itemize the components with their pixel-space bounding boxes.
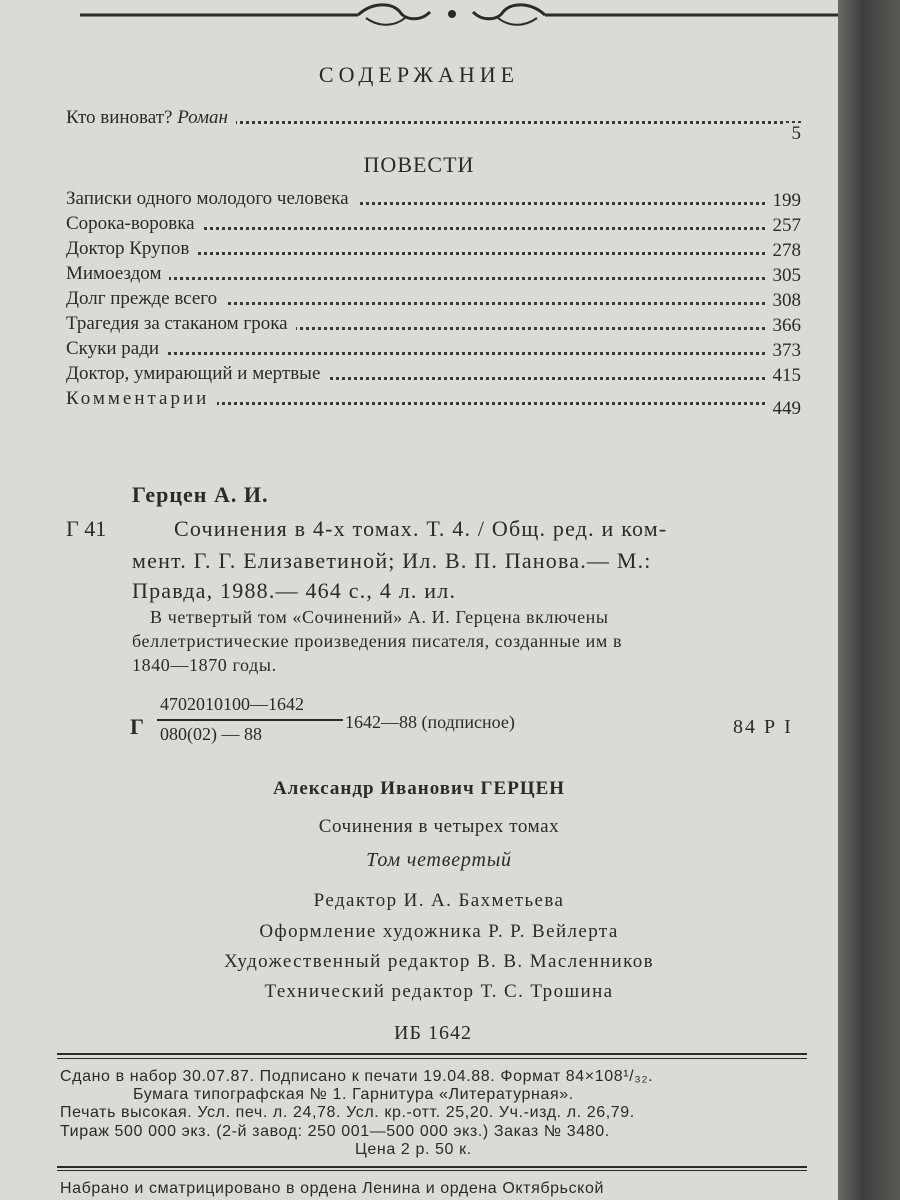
page-edge — [838, 0, 900, 1200]
toc-entry-page: 415 — [765, 365, 802, 387]
catalog-author: Герцен А. И. — [132, 482, 269, 507]
print-info-line: Набрано и сматрицировано в ордена Ленина и ордена Октябрьской — [60, 1180, 604, 1197]
toc-entry-title: Записки одного молодого человека — [66, 188, 357, 210]
imprint-work: Сочинения в четырех томах — [318, 816, 560, 837]
divider — [57, 1166, 807, 1168]
ornament-header-icon — [0, 0, 838, 40]
toc-entry-page: 257 — [765, 215, 802, 237]
toc-entry-title: Долг прежде всего — [66, 288, 225, 310]
toc-entry-page: 278 — [765, 240, 802, 262]
imprint-ib: ИБ 1642 — [394, 1022, 472, 1044]
toc-entry-page: 305 — [765, 265, 802, 287]
toc-entry-title: Доктор, умирающий и мертвые — [66, 363, 328, 385]
imprint-volume: Том четвертый — [366, 849, 512, 871]
imprint-tech-editor: Технический редактор Т. С. Трошина — [264, 981, 614, 1002]
divider — [57, 1058, 807, 1059]
toc-entry-title: Доктор Крупов — [66, 238, 197, 260]
toc-entry-title: Кто виноват? Роман — [66, 107, 236, 129]
toc-entry-title: Комментарии — [66, 388, 217, 410]
catalog-annotation-line: 1840—1870 годы. — [132, 655, 277, 675]
catalog-fraction-top: 4702010100—1642 — [160, 694, 304, 714]
print-info-line: Тираж 500 000 экз. (2-й завод: 250 001—500 000 экз.) Заказ № 3480. — [60, 1123, 610, 1140]
print-info-line: Сдано в набор 30.07.87. Подписано к печати 19.04.88. Формат 84×108¹/₃₂. — [60, 1068, 654, 1085]
divider — [57, 1053, 807, 1055]
imprint-editor: Редактор И. А. Бахметьева — [313, 890, 565, 911]
imprint-art-editor: Художественный редактор В. В. Масленников — [223, 951, 655, 972]
toc-entry-novel — [66, 107, 801, 144]
catalog-description-line: Сочинения в 4-х томах. Т. 4. / Общ. ред. и ком- — [174, 516, 668, 541]
dot-leader — [66, 352, 801, 355]
toc-entry-story — [66, 288, 801, 314]
fraction-bar — [157, 719, 343, 721]
toc-entry-story — [66, 263, 801, 289]
catalog-code: Г 41 — [66, 516, 107, 541]
toc-entry-page: 373 — [765, 340, 802, 362]
catalog-description-line: Правда, 1988.— 464 с., 4 л. ил. — [132, 578, 457, 603]
toc-entry-title: Трагедия за стаканом грока — [66, 313, 296, 335]
toc-entry-story — [66, 238, 801, 264]
toc-entry-page: 366 — [765, 315, 802, 337]
toc-entry-page: 308 — [765, 290, 802, 312]
print-info-line: Бумага типографская № 1. Гарнитура «Литературная». — [133, 1086, 574, 1103]
toc-entry-story — [66, 313, 801, 339]
print-info-line: Печать высокая. Усл. печ. л. 24,78. Усл. кр.-отт. 25,20. Уч.-изд. л. 26,79. — [60, 1104, 635, 1121]
catalog-fraction-suffix: 1642—88 (подписное) — [345, 712, 515, 732]
toc-entry-story — [66, 338, 801, 364]
toc-entry-story — [66, 363, 801, 389]
catalog-index-letter: Г — [130, 714, 144, 739]
catalog-fraction-bottom: 080(02) — 88 — [160, 724, 262, 744]
contents-title: СОДЕРЖАНИЕ — [318, 62, 520, 87]
print-info-line: Цена 2 р. 50 к. — [355, 1141, 472, 1158]
toc-entry-page: 199 — [765, 190, 802, 212]
section-title-stories: ПОВЕСТИ — [363, 152, 475, 177]
toc-entry-title: Скуки ради — [66, 338, 167, 360]
catalog-annotation-line: беллетристические произведения писателя, созданные им в — [132, 631, 623, 651]
toc-entry-story — [66, 213, 801, 239]
toc-entry-story — [66, 188, 801, 214]
toc-entry-page: 449 — [765, 398, 802, 420]
divider — [57, 1170, 807, 1171]
toc-entry-comments — [66, 388, 801, 419]
catalog-description-line: мент. Г. Г. Елизаветиной; Ил. В. П. Панова.— М.: — [132, 548, 652, 573]
imprint-author: Александр Иванович ГЕРЦЕН — [272, 778, 566, 799]
catalog-annotation-line: В четвертый том «Сочинений» А. И. Герцена включены — [150, 607, 609, 627]
toc-entry-title: Мимоездом — [66, 263, 169, 285]
imprint-design: Оформление художника Р. Р. Вейлерта — [259, 921, 619, 942]
toc-entry-title: Сорока-воровка — [66, 213, 203, 235]
catalog-bbk: 84 Р I — [733, 716, 793, 738]
toc-entry-page: 5 — [784, 123, 802, 145]
toc-entry-genre: Роман — [177, 107, 228, 128]
dot-leader — [66, 277, 801, 280]
